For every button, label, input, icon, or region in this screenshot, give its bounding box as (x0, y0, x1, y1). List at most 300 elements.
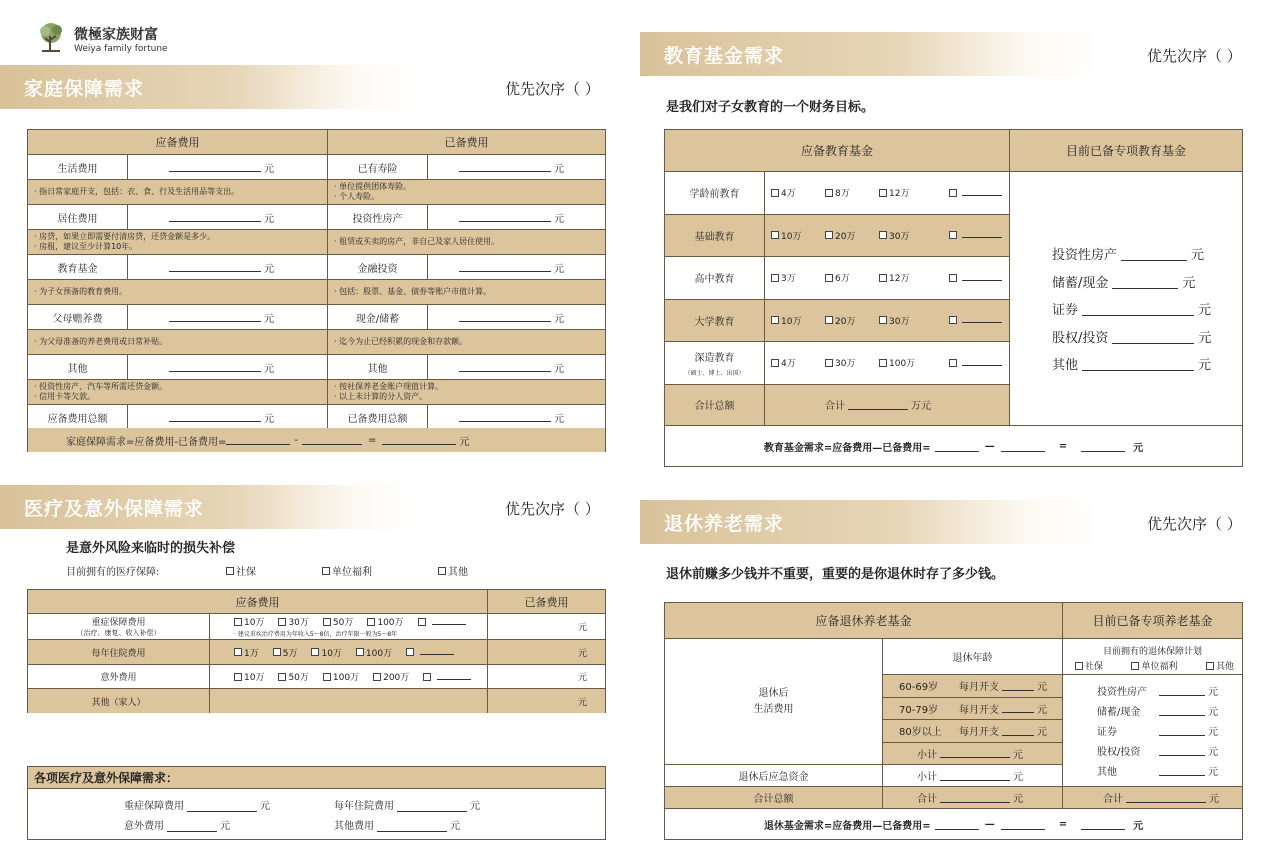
family-required-label: 教育基金 (28, 255, 128, 279)
family-note-row (28, 180, 605, 205)
education-option-custom-blank[interactable] (962, 360, 1002, 366)
family-formula-blank-2[interactable] (302, 435, 362, 445)
education-option-custom[interactable] (949, 231, 1002, 239)
education-total-unit: 万元 (911, 401, 931, 413)
medical-current-option-label: 单位福利 (332, 567, 372, 578)
medical-row (28, 665, 605, 689)
medical-option[interactable] (273, 646, 298, 659)
education-option-custom-blank[interactable] (962, 275, 1002, 281)
family-prepared-label: 现金/储蓄 (328, 305, 428, 329)
checkbox-icon[interactable] (949, 231, 957, 239)
family-required-label: 其他 (28, 355, 128, 379)
checkbox-icon[interactable] (356, 648, 364, 656)
checkbox-icon[interactable] (771, 274, 779, 282)
medical-row-unit: 元 (577, 623, 587, 633)
education-subtitle: 是我们对子女教育的一个财务目标。 (666, 100, 875, 115)
medical-option-custom[interactable] (418, 618, 466, 626)
family-formula-minus: - (294, 434, 298, 446)
family-required-unit: 元 (264, 313, 274, 325)
education-row-label: 学龄前教育 (689, 189, 740, 201)
retire-prepared-total (1063, 787, 1242, 809)
retire-prepared-label: 其他 (1097, 767, 1117, 778)
retire-formula-blank-3[interactable] (1081, 820, 1125, 830)
retire-formula-unit: 元 (1133, 821, 1144, 832)
retire-prepared-blank[interactable] (1159, 695, 1205, 696)
education-option-label: 12万 (889, 274, 910, 285)
medical-option[interactable] (234, 670, 264, 683)
family-header-row (28, 130, 605, 155)
education-prepared-item (1052, 299, 1211, 318)
retire-total-unit: 元 (1013, 794, 1023, 805)
education-row-options (765, 300, 1009, 342)
retire-prepared-panel (1063, 675, 1242, 787)
retire-subtotal-unit: 元 (1013, 749, 1023, 761)
family-required-blank[interactable] (169, 362, 261, 372)
medical-summary-blank[interactable] (397, 802, 467, 812)
family-required-note: · 投资性房产、汽车等所需还贷金额。 · 信用卡等欠款。 (28, 380, 328, 404)
retire-subtitle: 退休前赚多少钱并不重要，重要的是你退休时存了多少钱。 (666, 567, 1005, 582)
family-required-blank[interactable] (169, 212, 261, 222)
medical-subtitle: 是意外风险来临时的损失补偿 (66, 541, 236, 556)
checkbox-icon[interactable] (949, 359, 957, 367)
medical-option[interactable] (323, 670, 359, 683)
family-row (28, 305, 605, 330)
education-prepared-item (1052, 327, 1211, 346)
education-prepared-item (1052, 354, 1211, 373)
family-row (28, 205, 605, 230)
education-row (665, 257, 1010, 300)
education-formula-blank-3[interactable] (1081, 442, 1125, 452)
medical-option-label: 30万 (288, 618, 309, 628)
retire-age-blank[interactable] (1002, 703, 1034, 713)
education-option-label: 20万 (835, 231, 856, 242)
checkbox-icon[interactable] (825, 231, 833, 239)
medical-option-label: 10万 (321, 648, 342, 659)
family-required-note: · 为子女预备的教育费用。 (28, 280, 328, 304)
checkbox-icon[interactable] (879, 189, 887, 197)
checkbox-icon[interactable] (234, 673, 242, 681)
education-option-label: 10万 (781, 316, 802, 327)
education-prepared-unit: 元 (1191, 248, 1205, 263)
retire-total-label: 合计总额 (665, 787, 883, 809)
checkbox-icon[interactable] (234, 618, 242, 626)
family-prepared-blank[interactable] (459, 412, 551, 422)
checkbox-icon[interactable] (771, 189, 779, 197)
checkbox-icon[interactable] (949, 316, 957, 324)
education-option-label: 100万 (889, 359, 916, 370)
checkbox-icon[interactable] (825, 189, 833, 197)
education-formula-row (665, 426, 1242, 467)
checkbox-icon[interactable] (406, 648, 414, 656)
medical-option-custom[interactable] (406, 648, 454, 656)
retire-total-blank[interactable] (940, 793, 1010, 803)
retire-prepared-total-blank[interactable] (1126, 793, 1206, 803)
medical-row-label-cell (28, 665, 210, 688)
medical-row-label: 每年住院费用 (91, 648, 146, 659)
education-row-options (765, 342, 1009, 384)
medical-row (28, 640, 605, 665)
education-prepared-blank[interactable] (1082, 370, 1194, 371)
family-prepared-note: · 单位提供团体寿险。 · 个人寿险。 (334, 182, 412, 201)
medical-option[interactable] (311, 646, 341, 659)
family-prepared-value (428, 405, 605, 429)
family-prepared-blank[interactable] (459, 362, 551, 372)
tree-logo-icon (34, 22, 68, 54)
retire-prepared-item (1097, 683, 1218, 698)
checkbox-icon[interactable] (311, 648, 319, 656)
family-title: 家庭保障需求 (24, 78, 145, 100)
education-prepared-blank[interactable] (1121, 260, 1187, 261)
family-prepared-label: 金融投资 (328, 255, 428, 279)
retire-age-row (883, 720, 1063, 743)
family-required-value (128, 205, 328, 229)
education-prepared-item (1052, 244, 1204, 263)
retire-plan-option-label: 社保 (1085, 662, 1104, 672)
education-title-band (640, 32, 1100, 76)
education-option-custom[interactable] (949, 316, 1002, 324)
retire-formula-blank-2[interactable] (1001, 820, 1045, 830)
retire-age-blank[interactable] (1002, 726, 1034, 736)
education-row-options (765, 257, 1009, 299)
education-option[interactable] (879, 229, 933, 242)
family-required-label: 父母赡养费 (28, 305, 128, 329)
medical-summary-label: 其他费用 (334, 821, 374, 832)
education-option[interactable] (771, 186, 825, 199)
family-formula-blank-3[interactable] (382, 435, 456, 445)
retire-prepared-unit: 元 (1208, 707, 1218, 718)
medical-summary-label: 每年住院费用 (334, 801, 394, 812)
checkbox-icon[interactable] (418, 618, 426, 626)
retire-prepared-label: 证券 (1097, 727, 1117, 738)
family-required-unit: 元 (264, 213, 274, 225)
retire-age-text: 每月开支 (959, 704, 999, 716)
family-required-unit: 元 (264, 363, 274, 375)
education-option[interactable] (771, 271, 825, 284)
medical-option[interactable] (234, 646, 259, 659)
retire-formula-blank-1[interactable] (935, 820, 979, 830)
medical-option[interactable] (356, 646, 392, 659)
retire-subtotal-label: 小计 (917, 749, 937, 761)
education-formula-blank-2[interactable] (1001, 442, 1045, 452)
education-row-options (765, 215, 1009, 257)
retire-plan-option-label: 其他 (1215, 662, 1234, 672)
medical-option[interactable] (367, 615, 403, 628)
family-prepared-value (428, 355, 605, 379)
retire-age-header: 退休年龄 (883, 639, 1063, 675)
education-option[interactable] (771, 314, 825, 327)
checkbox-icon[interactable] (879, 359, 887, 367)
retire-emergency-blank[interactable] (940, 771, 1010, 781)
education-row-label: 基础教育 (694, 231, 735, 243)
family-note-row (28, 230, 605, 255)
family-prepared-blank[interactable] (459, 312, 551, 322)
checkbox-icon[interactable] (771, 316, 779, 324)
education-table (664, 129, 1243, 467)
education-option-label: 12万 (889, 189, 910, 200)
retire-formula-row (665, 809, 1242, 840)
education-formula: 教育基金需求=应备费用—已备费用= (763, 443, 931, 454)
retire-prepared-item (1097, 763, 1218, 778)
retire-prepared-blank[interactable] (1159, 755, 1205, 756)
retire-prepared-label: 投资性房产 (1097, 687, 1147, 698)
medical-summary-blank[interactable] (167, 822, 217, 832)
medical-row-label-cell (28, 689, 210, 713)
retire-prepared-blank[interactable] (1159, 775, 1205, 776)
checkbox-icon[interactable] (323, 673, 331, 681)
education-total-row (665, 385, 1010, 427)
education-row-label-cell (665, 342, 765, 384)
medical-option[interactable] (323, 615, 353, 628)
checkbox-icon[interactable] (949, 274, 957, 282)
education-option-label: 10万 (781, 231, 802, 242)
education-option-custom[interactable] (949, 274, 1002, 282)
medical-row-label: 重症保障费用 (91, 618, 146, 628)
education-option-label: 30万 (835, 359, 856, 370)
education-prepared-blank[interactable] (1112, 288, 1178, 289)
family-required-unit: 元 (264, 163, 274, 175)
retire-age-blank[interactable] (1002, 681, 1034, 691)
medical-summary-item (334, 817, 460, 832)
education-option-custom-blank[interactable] (962, 232, 1002, 238)
education-row (665, 300, 1010, 343)
education-row-label-cell (665, 215, 765, 257)
retire-priority: 优先次序（ ） (1147, 515, 1242, 533)
education-prepared-blank[interactable] (1112, 343, 1194, 344)
education-option-label: 20万 (835, 316, 856, 327)
medical-current-option[interactable] (322, 563, 372, 578)
checkbox-icon[interactable] (1206, 662, 1214, 670)
checkbox-icon[interactable] (825, 316, 833, 324)
retire-age-label: 60-69岁 (899, 682, 939, 694)
medical-option-custom-blank[interactable] (437, 674, 471, 680)
retire-age-row (883, 675, 1063, 698)
education-prepared-label: 储蓄/现金 (1052, 275, 1109, 291)
family-prepared-value (428, 255, 605, 279)
medical-option-label: 100万 (377, 618, 404, 628)
medical-row-prepared (488, 614, 605, 639)
education-formula-minus: — (984, 441, 995, 452)
checkbox-icon[interactable] (771, 359, 779, 367)
checkbox-icon[interactable] (373, 673, 381, 681)
medical-current-option-label: 社保 (236, 567, 256, 578)
medical-current-option[interactable] (438, 563, 468, 578)
education-formula-blank-1[interactable] (935, 442, 979, 452)
checkbox-icon[interactable] (367, 618, 375, 626)
medical-summary-label: 意外费用 (124, 821, 164, 832)
family-required-blank[interactable] (169, 262, 261, 272)
retire-prepared-unit: 元 (1208, 687, 1218, 698)
retire-total-cell (883, 787, 1063, 809)
education-option[interactable] (825, 356, 879, 369)
family-required-label: 应备费用总额 (28, 405, 128, 429)
family-required-value (128, 355, 328, 379)
education-option[interactable] (825, 229, 879, 242)
education-row-sublabel: （硕士、博士、出国） (684, 369, 745, 377)
checkbox-icon[interactable] (949, 189, 957, 197)
retire-col-prepared: 目前已备专项养老基金 (1063, 603, 1242, 639)
medical-summary-item (124, 797, 270, 812)
family-col-prepared: 已备费用 (444, 136, 489, 149)
medical-option[interactable] (278, 670, 308, 683)
education-option[interactable] (879, 356, 933, 369)
retire-age-unit: 元 (1037, 727, 1047, 739)
family-required-note: · 为父母准备的养老费用或日常补贴。 (28, 330, 328, 354)
family-required-label: 居住费用 (28, 205, 128, 229)
retire-plan-option[interactable] (1131, 659, 1177, 672)
checkbox-icon[interactable] (273, 648, 281, 656)
checkbox-icon[interactable] (1075, 662, 1083, 670)
medical-option[interactable] (278, 615, 308, 628)
family-prepared-unit: 元 (554, 313, 564, 325)
medical-summary-blank[interactable] (187, 802, 257, 812)
retire-prepared-label: 储蓄/现金 (1097, 707, 1141, 718)
checkbox-icon[interactable] (771, 231, 779, 239)
retire-total-text: 合计 (917, 794, 937, 805)
family-prepared-label: 已备费用总额 (328, 405, 428, 429)
checkbox-icon[interactable] (278, 618, 286, 626)
retire-title-band (640, 500, 1100, 544)
education-option[interactable] (771, 229, 825, 242)
checkbox-icon[interactable] (226, 567, 234, 575)
education-row (665, 342, 1010, 385)
retire-living-label: 退休后 生活费用 (665, 639, 883, 765)
education-option-label: 4万 (781, 359, 796, 370)
medical-row-label: 意外费用 (100, 673, 137, 683)
education-option-custom[interactable] (949, 359, 1002, 367)
education-option[interactable] (825, 186, 879, 199)
medical-summary-blank[interactable] (377, 822, 447, 832)
education-prepared-label: 其他 (1052, 358, 1079, 373)
family-prepared-unit: 元 (554, 213, 564, 225)
medical-summary-unit: 元 (450, 821, 460, 832)
retire-prepared-item (1097, 743, 1218, 758)
medical-current-option[interactable] (226, 563, 256, 578)
education-option[interactable] (879, 314, 933, 327)
medical-option-label: 10万 (244, 673, 265, 683)
family-prepared-blank[interactable] (459, 162, 551, 172)
retire-age-text: 每月开支 (959, 727, 999, 739)
retire-plan-title: 目前拥有的退休保障计划 (1102, 647, 1202, 657)
family-prepared-unit: 元 (554, 163, 564, 175)
retire-subtotal-row (883, 743, 1063, 766)
retire-prepared-total-text: 合计 (1103, 794, 1123, 805)
retire-subtotal-blank[interactable] (940, 748, 1010, 758)
education-option-label: 30万 (889, 316, 910, 327)
family-required-unit: 元 (264, 413, 274, 425)
family-required-blank[interactable] (169, 312, 261, 322)
retire-prepared-blank[interactable] (1159, 715, 1205, 716)
education-prepared-label: 证券 (1052, 303, 1079, 318)
medical-row-prepared (488, 640, 605, 664)
medical-option-label: 100万 (365, 648, 393, 659)
checkbox-icon[interactable] (423, 673, 431, 681)
family-prepared-unit: 元 (554, 263, 564, 275)
retire-plan-option[interactable] (1075, 659, 1103, 672)
education-option-custom-blank[interactable] (962, 317, 1002, 323)
family-note-row (28, 330, 605, 355)
medical-option-label: 50万 (332, 618, 354, 628)
checkbox-icon[interactable] (278, 673, 286, 681)
family-prepared-blank[interactable] (459, 262, 551, 272)
family-required-note: · 房贷，如果立即需要付清房贷，还贷金额是多少。 · 房租，建议至少计算10年。 (28, 230, 328, 254)
medical-summary-unit: 元 (220, 821, 230, 832)
family-formula-blank-1[interactable] (226, 435, 290, 445)
education-row-options (765, 172, 1009, 214)
retire-plan-option-label: 单位福利 (1141, 662, 1178, 672)
family-required-label: 生活费用 (28, 155, 128, 179)
education-option[interactable] (825, 314, 879, 327)
medical-option[interactable] (234, 615, 264, 628)
family-required-blank[interactable] (169, 162, 261, 172)
retire-prepared-unit: 元 (1208, 747, 1218, 758)
education-prepared-unit: 元 (1182, 275, 1196, 291)
family-required-note: · 指日常家庭开支，包括：衣、食、行及生活用品等支出。 (28, 180, 328, 204)
education-option-label: 3万 (781, 274, 796, 285)
medical-title: 医疗及意外保障需求 (24, 498, 205, 520)
family-row (28, 155, 605, 180)
checkbox-icon[interactable] (879, 231, 887, 239)
checkbox-icon[interactable] (234, 648, 242, 656)
medical-col-required: 应备费用 (28, 590, 488, 613)
education-total-blank[interactable] (848, 400, 908, 410)
education-option[interactable] (879, 271, 933, 284)
education-formula-eq: = (1058, 441, 1068, 452)
retire-prepared-unit: 元 (1208, 727, 1218, 738)
education-option-custom[interactable] (949, 189, 1002, 197)
checkbox-icon[interactable] (825, 359, 833, 367)
brand-logo (34, 22, 168, 58)
checkbox-icon[interactable] (879, 316, 887, 324)
checkbox-icon[interactable] (322, 567, 330, 575)
retire-plan-option[interactable] (1206, 659, 1234, 672)
education-option[interactable] (825, 271, 879, 284)
education-option[interactable] (771, 356, 825, 369)
family-col-required: 应备费用 (28, 130, 328, 154)
education-row-label: 高中教育 (694, 274, 735, 286)
family-prepared-note: · 迄今为止已经积累的现金和存款额。 (334, 337, 468, 346)
medical-option-custom[interactable] (423, 673, 471, 681)
education-option-label: 6万 (835, 274, 850, 285)
family-required-blank[interactable] (169, 412, 261, 422)
checkbox-icon[interactable] (825, 274, 833, 282)
checkbox-icon[interactable] (879, 274, 887, 282)
medical-option-custom-blank[interactable] (432, 619, 466, 625)
medical-option-custom-blank[interactable] (420, 649, 454, 655)
checkbox-icon[interactable] (323, 618, 331, 626)
checkbox-icon[interactable] (1131, 662, 1139, 670)
education-option-custom-blank[interactable] (962, 190, 1002, 196)
family-formula-eq: = (367, 434, 377, 446)
checkbox-icon[interactable] (438, 567, 446, 575)
retire-emergency-subtotal-label: 小计 (917, 772, 937, 783)
retire-formula-eq: = (1058, 819, 1068, 830)
medical-option-label: 1万 (244, 648, 259, 659)
education-prepared-panel (1010, 172, 1242, 426)
education-prepared-blank[interactable] (1082, 315, 1194, 316)
family-prepared-unit: 元 (554, 363, 564, 375)
education-total-cell (765, 385, 1009, 426)
family-prepared-label: 投资性房产 (328, 205, 428, 229)
retire-prepared-blank[interactable] (1159, 735, 1205, 736)
education-option[interactable] (879, 186, 933, 199)
medical-option[interactable] (373, 670, 409, 683)
family-prepared-blank[interactable] (459, 212, 551, 222)
medical-option-label: 10万 (244, 618, 265, 628)
family-title-band (0, 65, 420, 109)
education-row-label: 大学教育 (694, 316, 735, 328)
medical-row-unit: 元 (577, 648, 587, 659)
education-prepared-label: 股权/投资 (1052, 330, 1109, 346)
